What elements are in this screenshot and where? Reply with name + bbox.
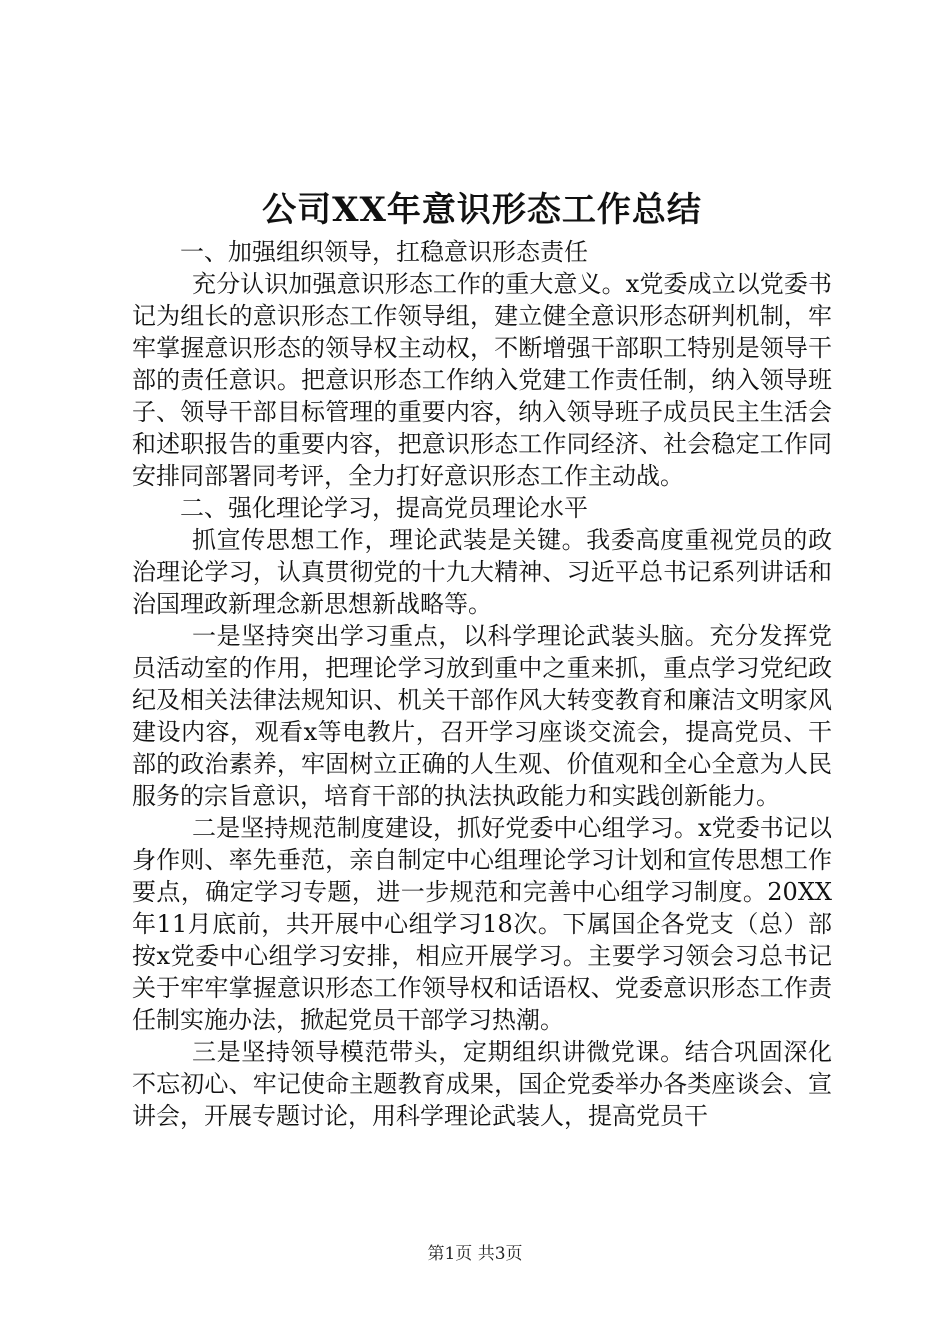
- section-heading-2: 二、强化理论学习，提高党员理论水平: [180, 494, 588, 522]
- document-title: 公司XX年意识形态工作总结: [262, 190, 702, 230]
- document-body: [132, 188, 832, 1132]
- section-heading-1: 一、加强组织领导，扛稳意识形态责任: [180, 238, 588, 266]
- paragraph: 充分认识加强意识形态工作的重大意义。x党委成立以党委书记为组长的意识形态工作领导组，建立健全意识形态研判机制，牢牢掌握意识形态的领导权主动权，不断增强干部职工特别是领导干部的责任意识。把意识形态工作纳入党建工作责任制，纳入领导班子、领导干部目标管理的重要内容，纳入领导班子成员民主生活会和述职报告的重要内容，把意识形态工作同经济、社会稳定工作同安排同部署同考评，全力打好意识形态工作主动战。: [132, 270, 832, 490]
- paragraph: 抓宣传思想工作，理论武装是关键。我委高度重视党员的政治理论学习，认真贯彻党的十九大精神、习近平总书记系列讲话和治国理政新理念新思想新战略等。: [132, 526, 832, 618]
- paragraph: 二是坚持规范制度建设，抓好党委中心组学习。x党委书记以身作则、率先垂范，亲自制定中心组理论学习计划和宣传思想工作要点，确定学习专题，进一步规范和完善中心组学习制度。20XX年11月底前，共开展中心组学习18次。下属国企各党支（总）部按x党委中心组学习安排，相应开展学习。主要学习领会习总书记关于牢牢掌握意识形态工作领导权和话语权、党委意识形态工作责任制实施办法，掀起党员干部学习热潮。: [132, 814, 832, 1034]
- paragraph: 一是坚持突出学习重点，以科学理论武装头脑。充分发挥党员活动室的作用，把理论学习放到重中之重来抓，重点学习党纪政纪及相关法律法规知识、机关干部作风大转变教育和廉洁文明家风建设内容，观看x等电教片，召开学习座谈交流会，提高党员、干部的政治素养，牢固树立正确的人生观、价值观和全心全意为人民服务的宗旨意识，培育干部的执法执政能力和实践创新能力。: [132, 622, 832, 810]
- paragraph: 三是坚持领导模范带头，定期组织讲微党课。结合巩固深化不忘初心、牢记使命主题教育成果，国企党委举办各类座谈会、宣讲会，开展专题讨论，用科学理论武装人，提高党员干: [132, 1038, 832, 1130]
- page-number-footer: 第1页 共3页: [427, 1244, 523, 1264]
